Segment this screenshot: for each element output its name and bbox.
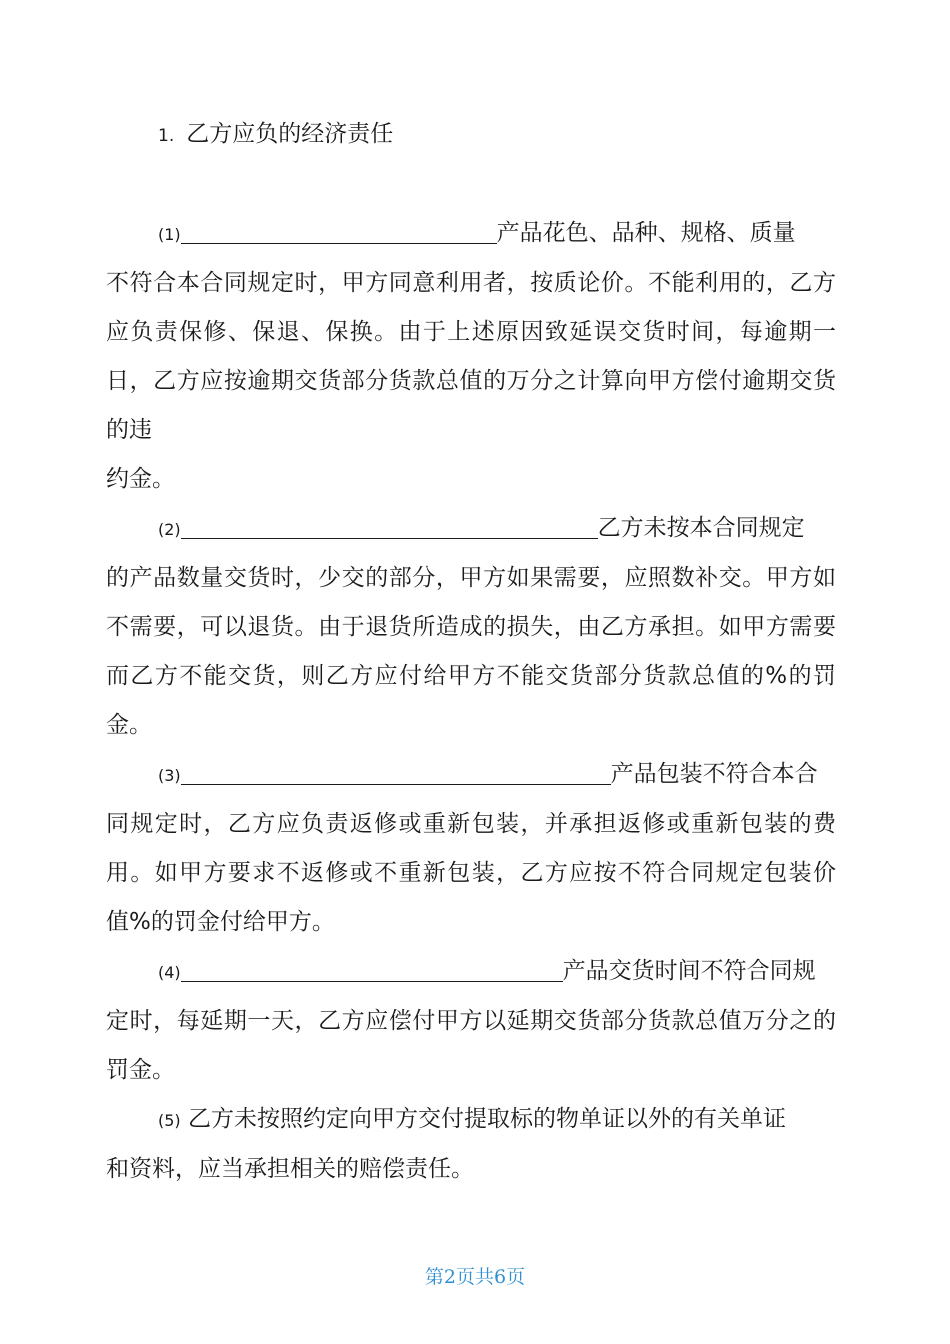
clause-1-mark: (1) [158,225,181,244]
clause-3-first-line [106,750,836,800]
clause-4-blank [181,955,563,982]
clause-3-continuation: 同规定时，乙方应负责返修或重新包装，并承担返修或重新包装的费用。如甲方要求不返修或不重新包装，乙方应按不符合同规定包装价值%的罚金付给甲方。 [106,811,836,935]
clause-2-continuation: 的产品数量交货时，少交的部分，甲方如果需要，应照数补交。甲方如不需要，可以退货。由于退货所造成的损失，由乙方承担。如甲方需要而乙方不能交货，则乙方应付给甲方不能交货部分货款总值的%的罚金。 [106,565,836,738]
clause-1-continuation: 不符合本合同规定时，甲方同意利用者，按质论价。不能利用的，乙方应负责保修、保退、保换。由于上述原因致延误交货时间，每逾期一日，乙方应按逾期交货部分货款总值的万分之计算向甲方偿付逾期交货的违 [106,270,836,443]
clause-4-mark: (4) [158,963,181,982]
clause-1 [106,209,836,504]
clause-5 [106,1095,836,1194]
section-number: 1. [158,126,175,146]
clause-2-blank [181,512,598,539]
clause-2-first-text: 乙方未按本合同规定 [597,515,805,541]
clause-2-first-line [106,504,836,554]
clause-1-first-text: 产品花色、品种、规格、质量 [496,220,796,246]
clause-2-mark: (2) [158,520,181,539]
clause-1-tail: 约金。 [106,466,175,492]
clause-3-blank [181,758,611,785]
clause-3-first-text: 产品包装不符合本合 [610,761,818,787]
clause-4-first-line [106,947,836,997]
clause-4-first-text: 产品交货时间不符合同规 [562,958,816,984]
clause-4 [106,947,836,1095]
clause-5-first-text: 乙方未按照约定向甲方交付提取标的物单证以外的有关单证 [187,1106,786,1132]
clause-3 [106,750,836,947]
clause-2 [106,504,836,750]
clause-3-mark: (3) [158,766,181,785]
clause-1-first-line [106,209,836,259]
clause-4-continuation: 定时，每延期一天，乙方应偿付甲方以延期交货部分货款总值万分之的罚金。 [106,1008,836,1083]
clause-1-blank [181,217,497,244]
section-heading [158,118,393,152]
clause-5-first-line [106,1095,836,1145]
clause-5-continuation: 和资料，应当承担相关的赔偿责任。 [106,1156,474,1182]
section-title: 乙方应负的经济责任 [186,121,394,147]
clause-5-mark: (5) [158,1111,181,1130]
page-footer: 第2页共6页 [424,1266,526,1288]
